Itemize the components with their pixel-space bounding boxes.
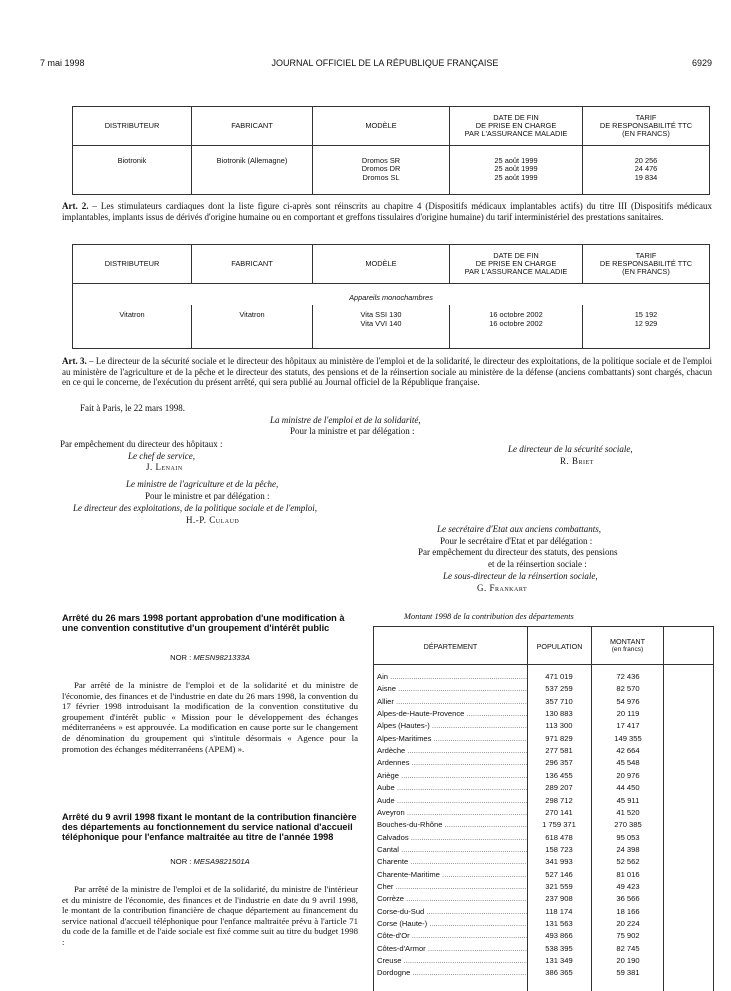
dept-population: 131 349 [545, 956, 573, 966]
table-cell: 15 192 [634, 310, 658, 319]
dept-name: Cher ..... [377, 881, 527, 892]
dept-name: Corse-du-Sud ..... [377, 906, 527, 917]
dept-montant: 95 053 [616, 832, 640, 842]
dept-name: Dordogne ..... [377, 967, 527, 978]
col-fabricant: FABRICANT [192, 245, 313, 283]
table-2-dates [450, 305, 583, 348]
dept-population: 270 141 [545, 807, 573, 817]
dept-name: Ardennes ..... [377, 757, 527, 768]
table-1-dates [450, 145, 583, 194]
dept-name: Corse (Haute-) ..... [377, 918, 527, 929]
dept-population: 298 712 [545, 795, 573, 805]
dept-population: 296 357 [545, 758, 573, 768]
sig-pour-ministre-2: Pour le ministre et par délégation : [145, 491, 270, 501]
sig-culaud: H.-P. Culaud [186, 515, 240, 525]
col-distributeur: DISTRIBUTEUR [73, 107, 192, 145]
dept-montant: 24 398 [616, 844, 640, 854]
table-row [374, 869, 713, 880]
table-row [374, 770, 713, 781]
dept-montant: 41 520 [616, 807, 640, 817]
table-row: Dromos DR [361, 164, 401, 173]
dept-name: Allier ..... [377, 696, 527, 707]
sig-empechement-statuts-1: Par empêchement du directeur des statuts, des pensions [418, 547, 618, 557]
header-date: 7 mai 1998 [40, 58, 85, 68]
dept-population: 618 478 [545, 832, 573, 842]
sig-sous-directeur: Le sous-directeur de la réinsertion sociale, [443, 571, 598, 581]
dept-population: 237 908 [545, 894, 573, 904]
dept-montant: 59 381 [616, 968, 640, 978]
dept-montant: 20 976 [616, 770, 640, 780]
sig-frankart: G. Frankart [477, 583, 528, 593]
table-row [374, 856, 713, 867]
dept-name: Ain ..... [377, 671, 527, 682]
table-row [374, 906, 713, 917]
col-modele: MODÈLE [313, 245, 450, 283]
dept-name: Côtes-d'Armor ..... [377, 943, 527, 954]
dept-name: Calvados ..... [377, 832, 527, 843]
sig-empechement-hopitaux: Par empêchement du directeur des hôpitaux : [60, 439, 223, 449]
col-montant: MONTANT (en francs) [610, 637, 645, 653]
table-cell: 12 929 [634, 318, 658, 328]
arrete-2-text: Par arrêté de la ministre de l'emploi et de la solidarité, du ministre de l'intérieur et du ministre de l'économie, des finances et de l'industrie en date du 9 avril 1998, le montant de la contribution financière de chaque département au financement du service national d'accueil téléphonique pour l'enfance maltraitée prévu à l'article 71 du code de la famille et de l'aide sociale est fixé comme suit au titre du budget 1998 : [62, 884, 358, 947]
dept-montant: 45 911 [616, 795, 640, 805]
table-row [374, 844, 713, 855]
dept-population: 158 723 [545, 844, 573, 854]
fait-a-paris: Fait à Paris, le 22 mars 1998. [80, 403, 185, 413]
dept-population: 131 563 [545, 919, 573, 928]
table-row [374, 795, 713, 806]
article-2-text: – Les stimulateurs cardiaques dont la liste figure ci-après sont réinscrits au chapitre 4 (Dispositifs médicaux implantables actifs) du titre III (Dispositifs médicaux implantables, implants issus de dérivés d'origine humaine ou en comportant et greffons tissulaires d'origine humaine) du tarif interministériel des prestations sanitaires. [62, 201, 712, 222]
arrete-2-title: Arrêté du 9 avril 1998 fixant le montant de la contribution financière des départements au fonctionnement du service national d'accueil téléphonique pour l'enfance maltraitée au titre de l'année 1998 [62, 812, 357, 842]
dept-population: 527 146 [545, 869, 573, 879]
table-row [374, 720, 713, 731]
dept-name: Ardèche ..... [377, 745, 527, 756]
sig-directeur-exploitations: Le directeur des exploitations, de la politique sociale et de l'emploi, [73, 503, 318, 513]
col-population: POPULATION [536, 642, 583, 651]
dept-montant: 54 976 [616, 696, 640, 706]
table-row [374, 893, 713, 904]
dept-name: Corrèze ..... [377, 893, 527, 904]
table-row: Dromos SR [361, 155, 401, 165]
sig-secretaire-etat: Le secrétaire d'Etat aux anciens combattants, [437, 524, 602, 534]
dept-montant: 75 902 [616, 931, 640, 941]
dept-population: 277 581 [545, 746, 573, 756]
dept-population: 136 455 [545, 770, 573, 780]
table-2-group-label: Appareils monochambres [349, 292, 433, 302]
table-cell: 19 834 [634, 172, 658, 182]
dept-name: Aveyron ..... [377, 807, 527, 818]
table-2-tarifs [583, 305, 710, 348]
table-row [374, 745, 713, 756]
article-2-label: Art. 2. [62, 201, 89, 211]
table-2-distributeur: Vitatron [73, 305, 192, 348]
dept-montant: 82 745 [616, 943, 640, 953]
dept-montant: 49 423 [616, 881, 640, 891]
table-cell: 16 octobre 2002 [489, 318, 543, 328]
dept-table-caption: Montant 1998 de la contribution des départements [404, 612, 574, 621]
dept-population: 1 759 371 [542, 820, 576, 830]
table-cell: 24 476 [634, 164, 658, 173]
dept-name: Alpes (Hautes-) ..... [377, 720, 527, 731]
col-date-fin: DATE DE FIN DE PRISE EN CHARGE PAR L'ASSURANCE MALADIE [450, 245, 583, 283]
table-row [374, 955, 713, 966]
dept-population: 538 395 [545, 943, 573, 953]
article-3-label: Art. 3. [62, 356, 87, 366]
col-tarif: TARIF DE RESPONSABILITÉ TTC (EN FRANCS) [583, 245, 710, 283]
dept-montant: 36 566 [616, 894, 640, 904]
dept-population: 289 207 [545, 783, 573, 793]
table-2-fabricant: Vitatron [192, 305, 313, 348]
dept-montant: 149 355 [614, 733, 642, 743]
table-row [374, 782, 713, 793]
dept-montant: 18 166 [616, 906, 640, 916]
table-row [374, 930, 713, 941]
table-2 [72, 244, 710, 349]
table-row [374, 757, 713, 768]
table-row [374, 807, 713, 818]
table-cell: 25 août 1999 [494, 164, 538, 173]
dept-population: 341 993 [545, 857, 573, 867]
col-tarif: TARIF DE RESPONSABILITÉ TTC (EN FRANCS) [583, 107, 710, 145]
dept-population: 493 866 [545, 931, 573, 941]
table-row [374, 733, 713, 744]
dept-population: 971 829 [545, 733, 573, 743]
dept-population: 118 174 [545, 906, 573, 916]
sig-ministre-agriculture: Le ministre de l'agriculture et de la pêche, [126, 479, 279, 489]
table-1-fabricant: Biotronik (Allemagne) [192, 145, 313, 194]
dept-population: 130 883 [545, 709, 573, 719]
dept-name: Aude ..... [377, 795, 527, 806]
dept-name: Côte-d'Or ..... [377, 930, 527, 941]
table-1-distributeur: Biotronik [73, 145, 192, 194]
sig-empechement-statuts-2: et de la réinsertion sociale : [488, 559, 587, 569]
dept-name: Charente-Maritime ..... [377, 869, 527, 880]
sig-lenain: J. Lenain [146, 462, 183, 472]
table-row [374, 943, 713, 954]
table-row [374, 832, 713, 843]
table-row: Vita SSI 130 [360, 310, 402, 319]
table-cell: 25 août 1999 [494, 155, 538, 165]
table-row [374, 683, 713, 694]
dept-montant: 42 664 [616, 746, 640, 756]
table-row [374, 967, 713, 978]
col-distributeur: DISTRIBUTEUR [73, 245, 192, 283]
table-2-modeles [313, 305, 450, 348]
dept-population: 386 365 [545, 968, 573, 978]
dept-montant: 20 190 [616, 956, 640, 966]
dept-population: 321 559 [545, 881, 573, 891]
dept-montant: 52 562 [616, 857, 640, 867]
dept-montant: 17 417 [616, 721, 640, 731]
dept-population: 537 259 [545, 684, 573, 694]
dept-montant: 20 119 [616, 709, 640, 719]
header-page-number: 6929 [691, 58, 712, 68]
dept-population: 357 710 [545, 696, 573, 706]
table-row [374, 696, 713, 707]
dept-montant: 45 548 [616, 758, 640, 768]
table-row: Dromos SL [362, 172, 400, 182]
dept-name: Cantal ..... [377, 844, 527, 855]
col-modele: MODÈLE [313, 107, 450, 145]
sig-ministre-emploi: La ministre de l'emploi et de la solidarité, [270, 415, 421, 425]
table-cell: 25 août 1999 [494, 172, 538, 182]
arrete-1-text: Par arrêté de la ministre de l'emploi et de la solidarité et du ministre de l'économie, des finances et de l'industrie en date du 26 mars 1998, la convention du 17 février 1998 introduisant la modification de la convention constitutive du groupement d'intérêt public « Mission pour le développement des échanges méditerranéens » est approuvée. La modification en cause porte sur le changement de dénomination du groupement qui s'intitule désormais « Agence pour la promotion des échanges méditerranéens (APEM) ». [62, 680, 358, 754]
table-row [374, 819, 713, 830]
sig-chef-service: Le chef de service, [128, 451, 195, 461]
table-row [374, 918, 713, 929]
dept-name: Charente ..... [377, 856, 527, 867]
sig-pour-secretaire: Pour le secrétaire d'Etat et par délégation : [440, 536, 593, 546]
dept-montant: 20 224 [616, 919, 640, 928]
dept-name: Alpes-de-Haute-Provence ..... [377, 708, 527, 719]
departments-table [373, 626, 714, 991]
arrete-2-nor: NOR : MESA9821501A [170, 857, 250, 866]
table-row [374, 671, 713, 682]
table-row: Vita VVI 140 [360, 318, 402, 328]
col-fabricant: FABRICANT [192, 107, 313, 145]
dept-montant: 82 570 [616, 684, 640, 694]
dept-montant: 44 450 [616, 783, 640, 793]
dept-name: Aube ..... [377, 782, 527, 793]
dept-name: Aisne ..... [377, 683, 527, 694]
table-row [374, 708, 713, 719]
dept-population: 471 019 [545, 672, 573, 681]
dept-population: 113 300 [545, 721, 573, 731]
sig-directeur-secu: Le directeur de la sécurité sociale, [508, 444, 633, 454]
article-3 [62, 356, 712, 388]
col-departement: DÉPARTEMENT [423, 642, 478, 651]
dept-name: Creuse ..... [377, 955, 527, 966]
dept-table-header [374, 627, 713, 665]
article-2 [62, 201, 712, 222]
article-3-text: – Le directeur de la sécurité sociale et le directeur des hôpitaux au ministère de l'emploi et de la solidarité, le directeur des exploitations, de la politique sociale et de l'emploi au ministère de l'agriculture et de la pêche et le directeur des statuts, des pensions et de la réinsertion sociale au ministère de la défense (anciens combattants) sont chargés, chacun en ce qui le concerne, de l'exécution du présent arrêté, qui sera publié au Journal officiel de la République française. [62, 356, 712, 388]
table-row [374, 881, 713, 892]
dept-montant: 72 436 [616, 672, 640, 681]
table-1-modeles [313, 145, 450, 194]
dept-name: Ariège ..... [377, 770, 527, 781]
dept-name: Alpes-Maritimes ..... [377, 733, 527, 744]
table-1 [72, 106, 710, 195]
dept-name: Bouches-du-Rhône ..... [377, 819, 527, 830]
table-1-tarifs [583, 145, 710, 194]
arrete-1-title: Arrêté du 26 mars 1998 portant approbation d'une modification à une convention constitutive d'un groupement d'intérêt public [62, 613, 345, 633]
table-cell: 20 256 [634, 155, 658, 165]
sig-pour-ministre: Pour la ministre et par délégation : [290, 426, 415, 436]
dept-montant: 270 385 [614, 820, 642, 830]
sig-briet: R. Briet [560, 456, 594, 466]
col-date-fin: DATE DE FIN DE PRISE EN CHARGE PAR L'ASSURANCE MALADIE [450, 107, 583, 145]
table-cell: 16 octobre 2002 [489, 310, 543, 319]
arrete-1-nor: NOR : MESN9821333A [170, 653, 250, 662]
header-title: JOURNAL OFFICIEL DE LA RÉPUBLIQUE FRANÇAISE [271, 58, 499, 68]
dept-montant: 81 016 [616, 869, 640, 879]
